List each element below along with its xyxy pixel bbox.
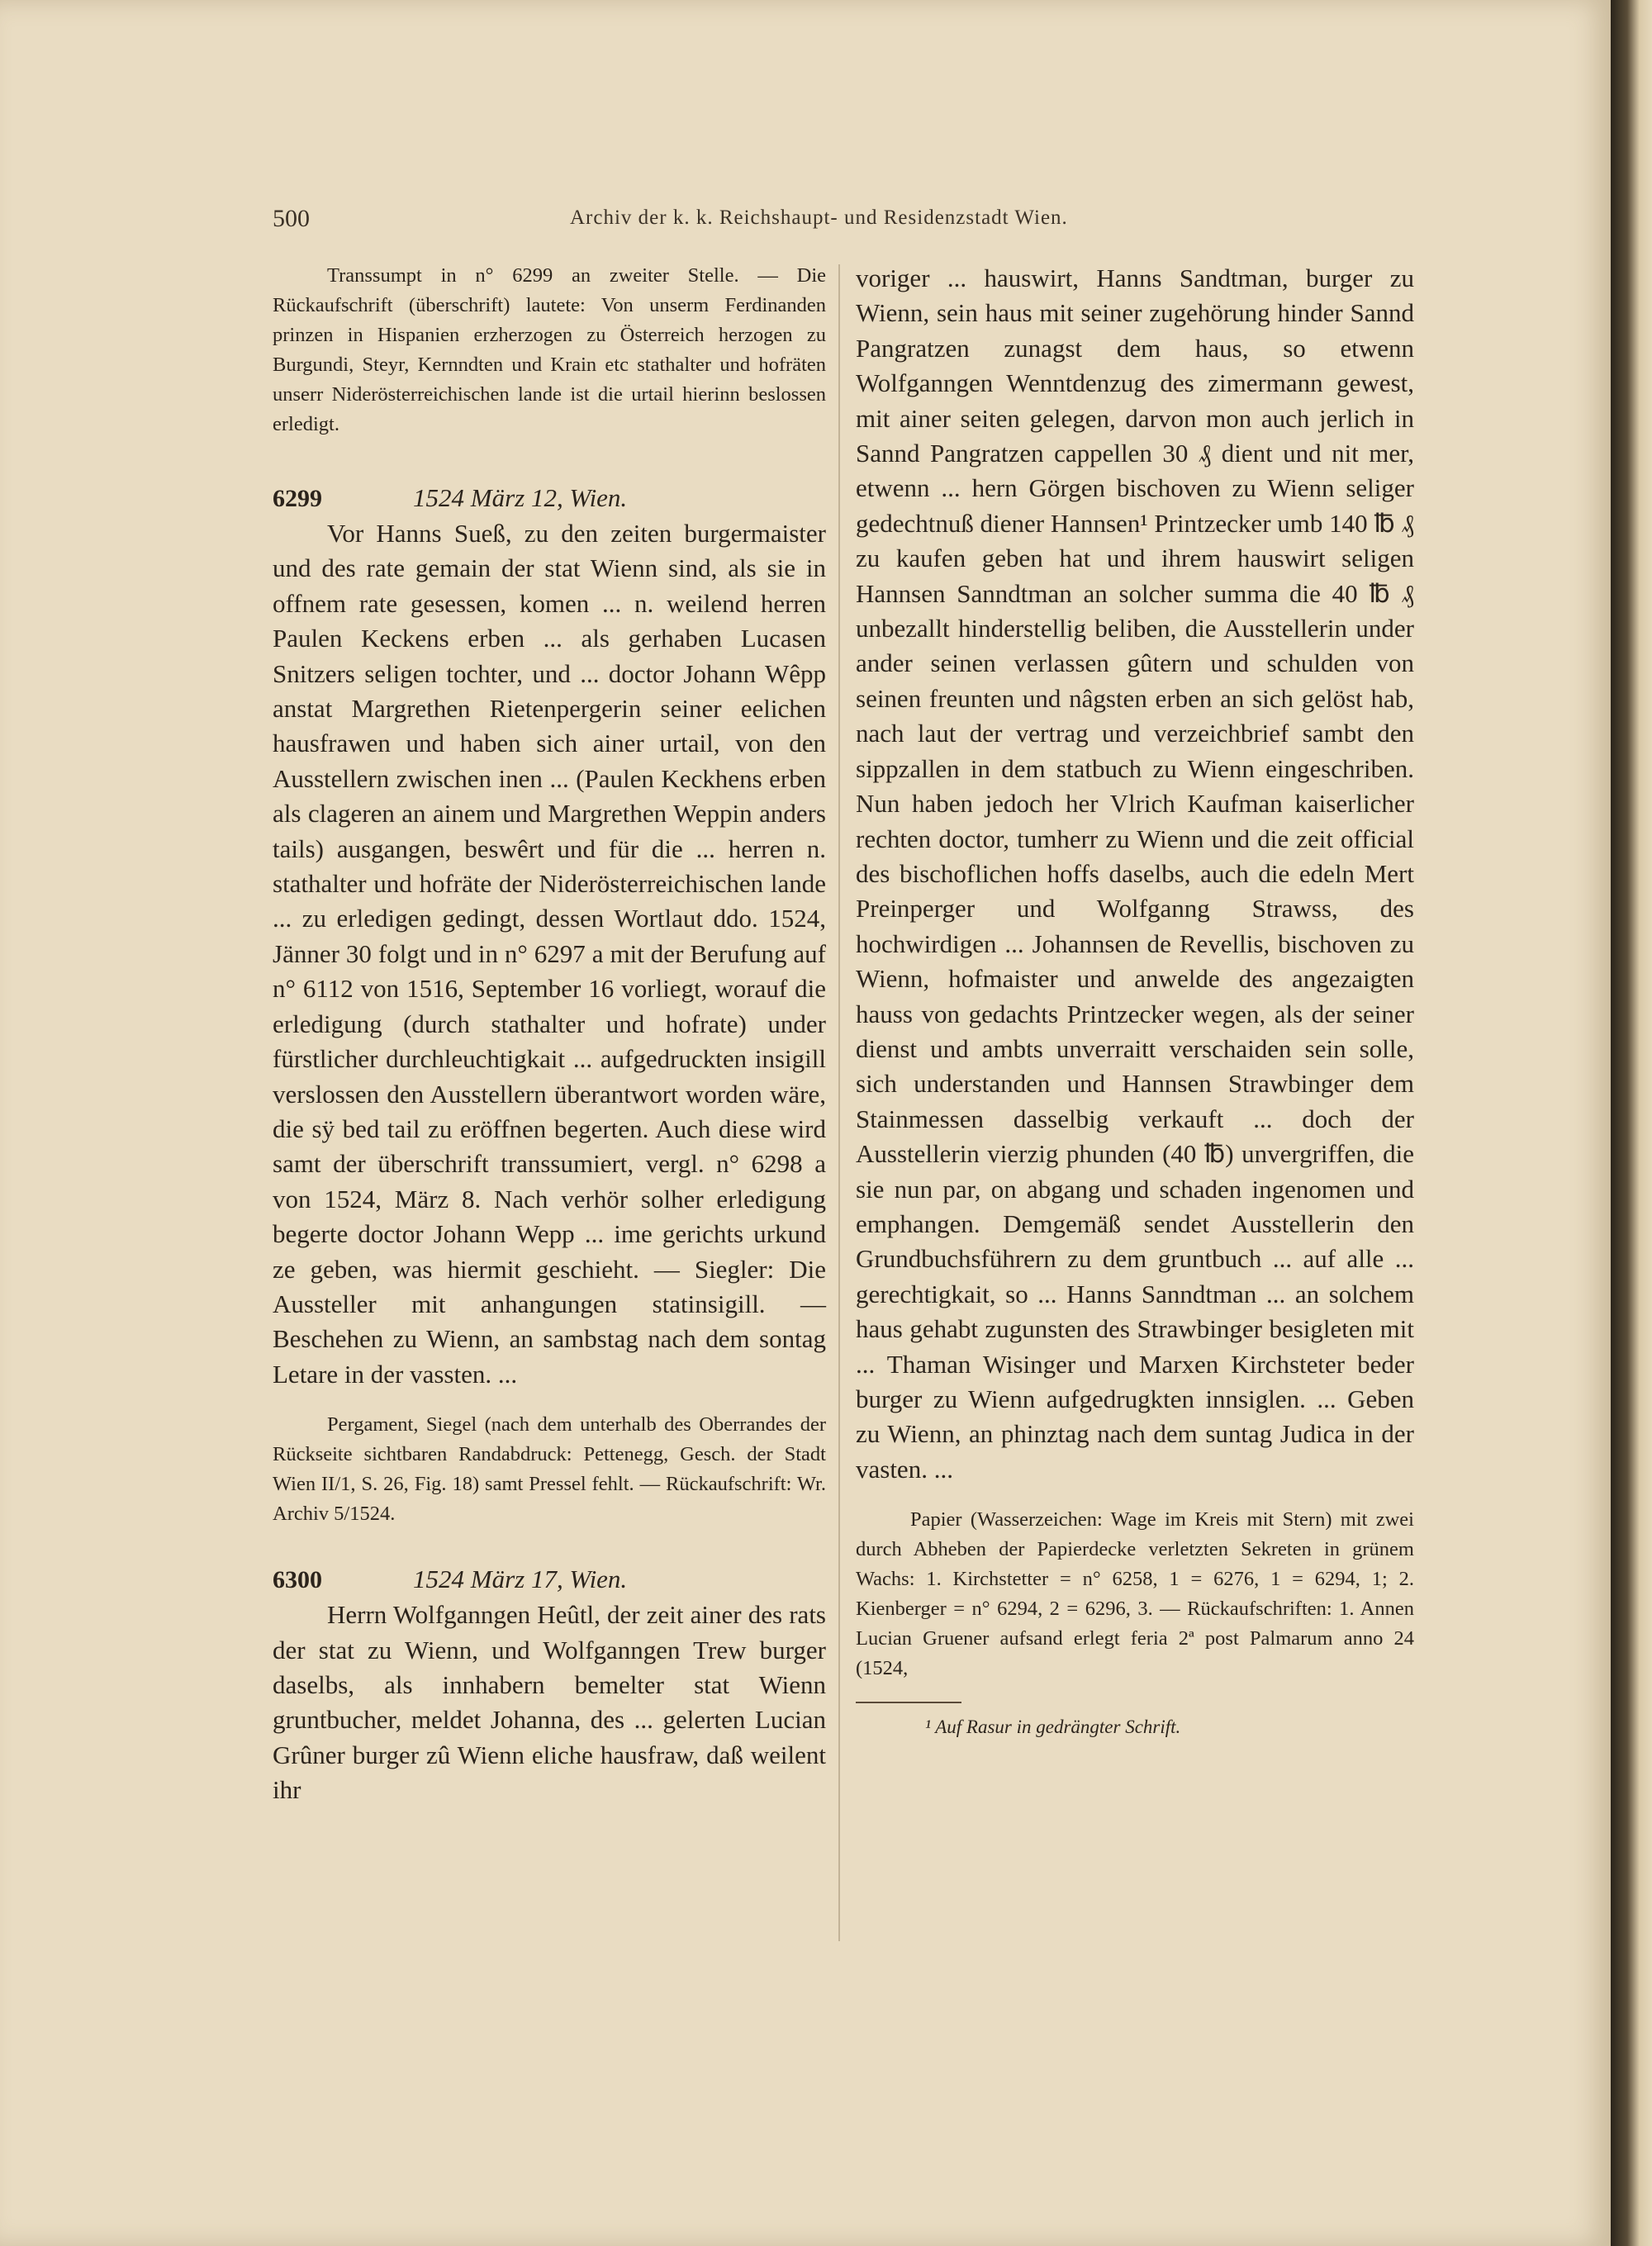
footnote-rule	[856, 1702, 961, 1703]
right-column	[856, 261, 1414, 1738]
entry-6300-heading	[273, 1562, 826, 1598]
entry-6300-continued-text: voriger ... hauswirt, Hanns Sandtman, burger zu Wienn, sein haus mit seiner zugehörung hinder Sannd Pangratzen zunagst dem haus, so etwenn Wolfganngen Wenntdenzug des zimermann gewest, mit ainer seiten gelegen, darvon mon auch jerlich in Sannd Pangratzen cappellen 30 ₰ dient und nit mer, etwenn ... hern Görgen bischoven zu Wienn seliger gedechtnuß diener Hannsen¹ Printzecker umb 140 ℔ ₰ zu kaufen geben hat und ihrem hauswirt seligen Hannsen Sanndtman an solcher summa die 40 ℔ ₰ unbezallt hinderstellig beliben, die Ausstellerin under ander seinen verlassen gûtern und schulden von seinen freunten und nâgsten erben an sich gelöst hab, nach laut der vertrag und verzeichbrief sambt den sippzallen in dem statbuch zu Wienn eingeschriben. Nun haben jedoch her Vlrich Kaufman kaiserlicher rechten doctor, tumherr zu Wienn und die zeit official des bischoflichen hoffs daselbs, auch die edeln Mert Preinperger und Wolfganng Strawss, des hochwirdigen ... Johannsen de Revellis, bischoven zu Wienn, hofmaister und anwelde des angezaigten hauss von gedachts Printzecker wegen, als der seiner dienst und ambts unverraitt verschaiden sein solle, sich understanden und Hannsen Strawbinger dem Stainmessen dasselbig verkauft ... doch der Ausstellerin vierzig phunden (40 ℔) unvergriffen, die sie nun par, on abgang und schaden ingenomen und emphangen. Demgemäß sendet Ausstellerin den Grundbuchsführern zu dem gruntbuch ... auf alle ... gerechtigkait, so ... Hanns Sanndtman ... an solchem haus gehabt zugunsten des Strawbinger besigleten mit ... Thaman Wisinger und Marxen Kirchsteter beder burger zu Wienn aufgedrugkten innsiglen. ... Geben zu Wienn, an phinztag nach dem suntag Judica in der vasten. ...	[856, 264, 1414, 1484]
intro-paragraph: Transsumpt in n° 6299 an zweiter Stelle. — Die Rückaufschrift (überschrift) lautete: Von unserm Ferdinanden prinzen in Hispanien erzherzogen zu Österreich herzogen zu Burgundi, Steyr, Kernndten und Krain etc stathalter und hofräten unserr Niderösterreichischen lande ist die urtail hierinn beslossen erledigt.	[273, 264, 826, 435]
entry-6299-heading	[273, 481, 826, 516]
entry-6300-date: 1524 März 17, Wien.	[413, 1565, 628, 1594]
page-number: 500	[273, 205, 310, 232]
entry-6299-date: 1524 März 12, Wien.	[413, 483, 628, 512]
entry-6300-number: 6300	[273, 1566, 322, 1594]
entry-6299-number: 6299	[273, 485, 322, 512]
entry-6299-note: Pergament, Siegel (nach dem unterhalb des Oberrandes der Rückseite sichtbaren Randabdruck: Pettenegg, Gesch. der Stadt Wien II/1, S. 26, Fig. 18) samt Pressel fehlt. — Rückaufschrift: Wr. Archiv 5/1524.	[273, 1413, 826, 1526]
entry-6300-text: Herrn Wolfganngen Heûtl, der zeit ainer des rats der stat zu Wienn, und Wolfganngen Trew burger daselbs, als innhabern bemelter stat Wienn gruntbucher, meldet Johanna, des ... gelerten Lucian Grûner burger zû Wienn eliche hausfraw, daß weilent ihr	[273, 1600, 826, 1805]
left-column	[273, 261, 826, 1808]
book-spine-edge	[1611, 0, 1652, 2246]
running-header	[273, 205, 1429, 238]
column-divider	[838, 264, 840, 1941]
entry-6300-note: Papier (Wasserzeichen: Wage im Kreis mit Stern) mit zwei durch Abheben der Papierdecke verletzten Sekreten in grünem Wachs: 1. Kirchstetter = n° 6258, 1 = 6276, 1 = 6294, 1; 2. Kienberger = n° 6294, 2 = 6296, 3. — Rückaufschriften: 1. Annen Lucian Gruener aufsand erlegt feria 2ª post Palmarum anno 24 (1524,	[856, 1508, 1414, 1680]
entry-6299-text: Vor Hanns Sueß, zu den zeiten burgermaister und des rate gemain der stat Wienn sind, als sie in offnem rate gesessen, komen ... n. weilend herren Paulen Keckens erben ... als gerhaben Lucasen Snitzers seligen tochter, und ... doctor Johann Wêpp anstat Margrethen Rietenpergerin seiner eelichen hausfrawen und haben sich ainer urtail, von den Ausstellern zwischen inen ... (Paulen Keckhens erben als clageren an ainem und Margrethen Weppin anders tails) ausgangen, beswêrt und für die ... herren n. stathalter und hofräte der Niderösterreichischen lande ... zu erledigen gedingt, dessen Wortlaut ddo. 1524, Jänner 30 folgt und in n° 6297 a mit der Berufung auf n° 6112 von 1516, September 16 vorliegt, worauf die erledigung (durch stathalter und hofrate) under fürstlicher durchleuchtigkait ... aufgedruckten insigill verslossen den Ausstellern überantwort worden wäre, die sÿ bed tail zu eröffnen begerten. Auch diese wird samt der überschrift transsumiert, vergl. n° 6298 a von 1524, März 8. Nach verhör solher erledigung begerte doctor Johann Wepp ... ime gerichts urkund ze geben, was hiermit geschieht. — Siegler: Die Aussteller mit anhangungen statinsigill. — Beschehen zu Wienn, an sambstag nach dem sontag Letare in der vassten. ...	[273, 519, 826, 1389]
footnote: ¹ Auf Rasur in gedrängter Schrift.	[925, 1717, 1181, 1738]
running-title: Archiv der k. k. Reichshaupt- und Residenzstadt Wien.	[570, 207, 1068, 229]
